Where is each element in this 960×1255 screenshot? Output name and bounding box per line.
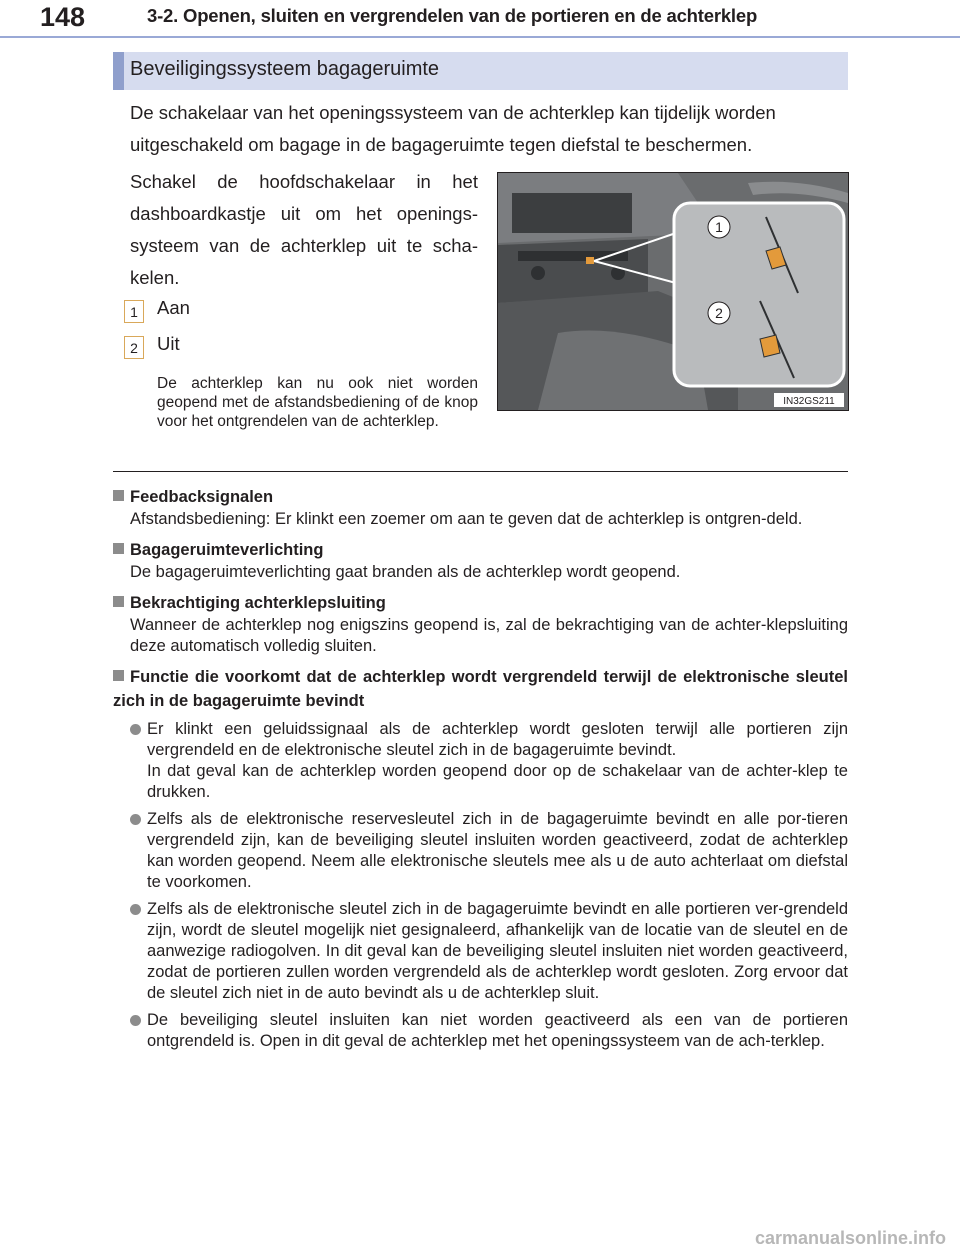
bullet-item [130, 809, 848, 893]
bullet-text: Er klinkt een geluidssignaal als de achterklep wordt gesloten terwijl alle portieren zijn vergrendeld en de elektronische sleutel zich in de bagageruimte bevindt. [147, 720, 848, 759]
section-title-bar [113, 52, 848, 90]
instruction-text: Schakel de hoofdschakelaar in het dashboardkastje uit om het openings-systeem van de achterklep uit te scha-kelen. [130, 171, 478, 288]
bullet-text: Zelfs als de elektronische reservesleutel zich in de bagageruimte bevindt en alle por-tieren vergrendeld zijn, kan de beveiliging sleutel insluiten worden geactiveerd, zodat de achterklep kan worden geopend. Neem alle elektronische sleutels mee als u de auto achterlaat om diefstal te voorkomen. [147, 810, 848, 891]
block-feedback [113, 485, 848, 530]
round-bullet-icon [130, 724, 141, 735]
block-heading: Functie die voorkomt dat de achterklep wordt vergrendeld terwijl de elektronische sleutel zich in de bagageruimte bevindt [113, 668, 848, 710]
item-label-off: Uit [157, 333, 180, 354]
bullet-text: Zelfs als de elektronische sleutel zich in de bagageruimte bevindt en alle portieren ver-grendeld zijn, wordt de sleutel mogelijk niet gesignaleerd, afhankelijk van de locatie van de sleutel en de aanwezige radiogolven. In dit geval kan de beveiliging sleutel insluiten niet worden geactiveerd, zodat de portieren zullen worden vergrendeld als de achterklep wordt gesloten. Zorg ervoor dat de sleutel zich niet in de auto bevindt als u de achterklep sluit. [147, 900, 848, 1002]
instruction-column [130, 166, 478, 431]
watermark: carmanualsonline.info [754, 1228, 946, 1248]
block-heading: Bagageruimteverlichting [130, 541, 324, 559]
item-on [130, 294, 478, 330]
section-divider [113, 471, 848, 472]
square-bullet-icon [113, 543, 124, 554]
bullet-item [130, 899, 848, 1004]
item-note: De achterklep kan nu ook niet worden geopend met de afstandsbediening of de knop voor het ontgrendelen van de achterklep. [157, 375, 478, 430]
item-label-on: Aan [157, 297, 190, 318]
block-text: De bagageruimteverlichting gaat branden als de achterklep wordt geopend. [130, 563, 681, 581]
info-blocks [113, 485, 848, 1060]
block-luggage-light [113, 538, 848, 583]
block-heading: Feedbacksignalen [130, 488, 274, 506]
glovebox-switch-figure [497, 172, 849, 411]
bullet-text: In dat geval kan de achterklep worden geopend door op de schakelaar van de achter-klep te drukken. [147, 762, 848, 801]
block-key-lockout [113, 665, 848, 1052]
square-bullet-icon [113, 670, 124, 681]
switch-marker [586, 257, 594, 264]
block-text: Afstandsbediening: Er klinkt een zoemer om aan te geven dat de achterklep is ontgren-deld. [130, 510, 803, 528]
header-rule [0, 36, 960, 38]
round-bullet-icon [130, 814, 141, 825]
number-badge-1: 1 [124, 300, 144, 323]
bullet-item [130, 719, 848, 803]
round-bullet-icon [130, 1015, 141, 1026]
item-off [130, 330, 478, 366]
section-intro: De schakelaar van het openingssysteem van de achterklep kan tijdelijk worden uitgeschakeld om bagage in de bagageruimte tegen diefstal te beschermen. [130, 102, 776, 155]
figure-illustration [498, 173, 848, 410]
block-power-close [113, 591, 848, 657]
block-text: Wanneer de achterklep nog enigszins geopend is, zal de bekrachtiging van de achter-klepsluiting deze automatisch volledig sluiten. [130, 616, 848, 655]
figure-callout-2: 2 [715, 305, 723, 321]
bullet-item [130, 1010, 848, 1052]
chapter-title: 3-2. Openen, sluiten en vergrendelen van de portieren en de achterklep [147, 5, 758, 26]
square-bullet-icon [113, 596, 124, 607]
figure-callout-1: 1 [715, 219, 723, 235]
section-title: Beveiligingssysteem bagageruimte [130, 58, 440, 80]
round-bullet-icon [130, 904, 141, 915]
page-number: 148 [40, 2, 86, 32]
section-accent [113, 52, 124, 90]
number-badge-2: 2 [124, 336, 144, 359]
bullet-text: De beveiliging sleutel insluiten kan niet worden geactiveerd als een van de portieren ontgrendeld is. Open in dit geval de achterklep met het openingssysteem van de ach-terklep. [147, 1011, 848, 1050]
square-bullet-icon [113, 490, 124, 501]
figure-code: IN32GS211 [783, 396, 835, 407]
block-heading: Bekrachtiging achterklepsluiting [130, 594, 386, 612]
